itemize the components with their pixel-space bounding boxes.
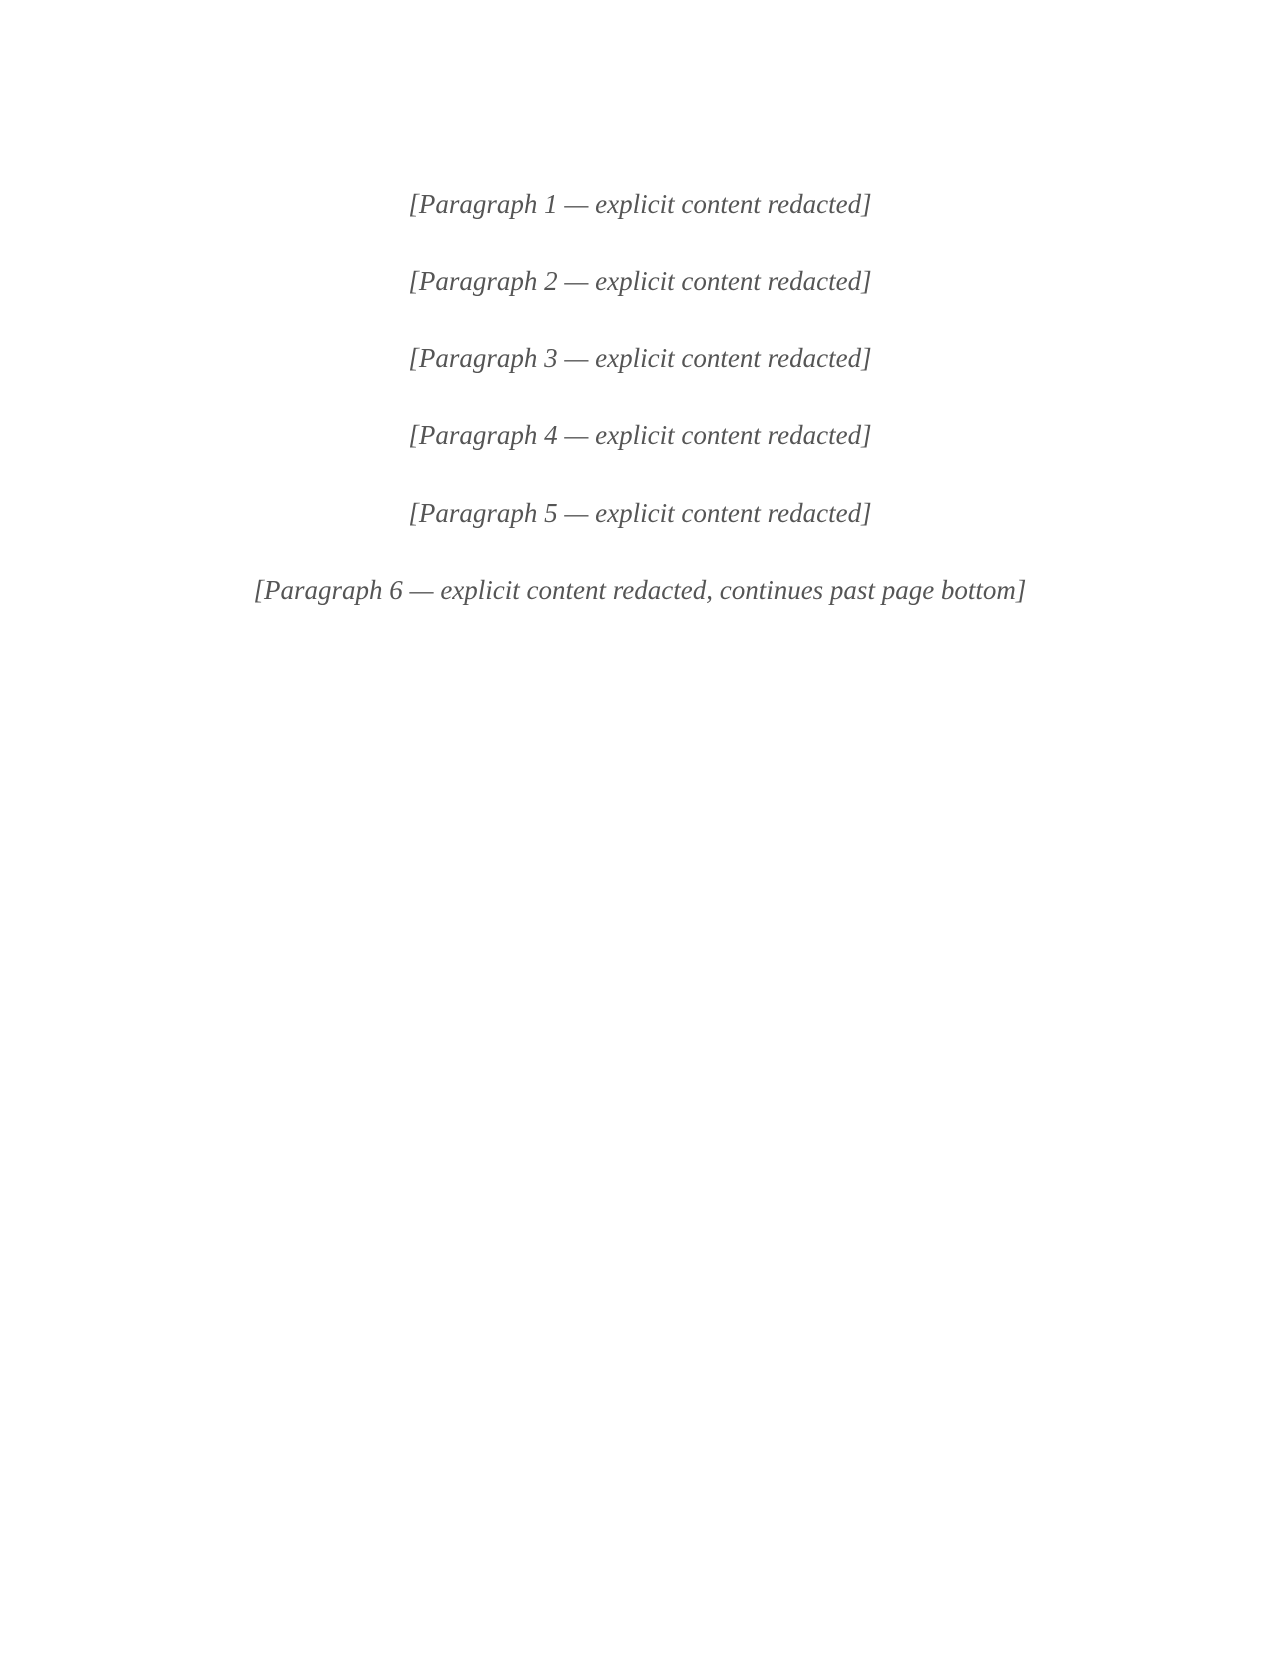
paragraph: [Paragraph 3 — explicit content redacted] bbox=[408, 343, 872, 374]
paragraph: [Paragraph 4 — explicit content redacted] bbox=[408, 420, 872, 451]
paragraph: [Paragraph 1 — explicit content redacted] bbox=[408, 189, 872, 219]
paragraph: [Paragraph 5 — explicit content redacted] bbox=[408, 497, 872, 528]
paragraph: [Paragraph 2 — explicit content redacted] bbox=[408, 266, 872, 297]
paragraph: [Paragraph 6 — explicit content redacted, continues past page bottom] bbox=[253, 574, 1027, 605]
